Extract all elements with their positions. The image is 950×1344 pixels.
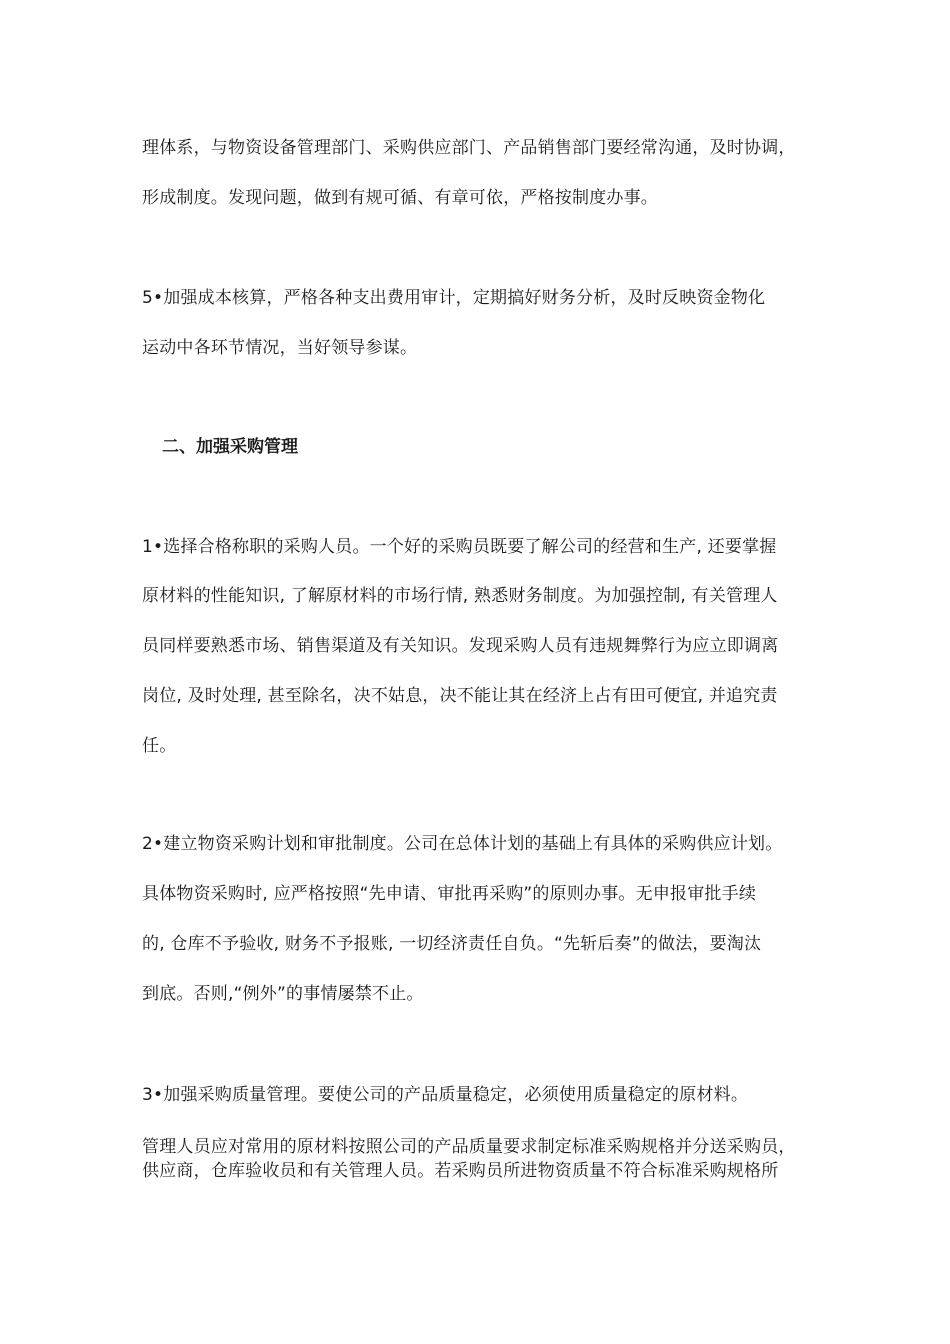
list-item-1-line: 岗位, 及时处理, 甚至除名，决不姑息，决不能让其在经济上占有田可便宜, 并追究责 (142, 686, 778, 706)
list-item-1-line: 员同样要熟悉市场、销售渠道及有关知识。发现采购人员有违规舞弊行为应立即调离 (142, 636, 779, 656)
list-item-3-line: 供应商，仓库验收员和有关管理人员。若采购员所进物资质量不符合标准采购规格所 (142, 1161, 779, 1181)
section-heading: 二、加强采购管理 (162, 437, 298, 457)
list-item-1-line: 原材料的性能知识, 了解原材料的市场行情, 熟悉财务制度。为加强控制, 有关管理人 (142, 586, 778, 606)
list-item-2-line: 的, 仓库不予验收, 财务不予报账, 一切经济责任自负。“先斩后奏”的做法，要淘汰 (142, 934, 762, 954)
list-item-5-line: 5•加强成本核算，严格各种支出费用审计，定期搞好财务分析，及时反映资金物化 (142, 288, 766, 308)
list-item-5-line: 运动中各环节情况，当好领导参谋。 (142, 338, 418, 358)
list-item-3-line: 管理人员应对常用的原材料按照公司的产品质量要求制定标准采购规格并分送采购员， (142, 1137, 796, 1157)
list-item-1-line: 1•选择合格称职的采购人员。一个好的采购员既要了解公司的经营和生产, 还要掌握 (142, 537, 777, 557)
list-item-1-line: 任。 (142, 736, 177, 756)
list-item-3-line: 3•加强采购质量管理。要使公司的产品质量稳定，必须使用质量稳定的原材料。 (142, 1085, 749, 1105)
list-item-2-line: 2•建立物资采购计划和审批制度。公司在总体计划的基础上有具体的采购供应计划。 (142, 834, 783, 854)
list-item-2-line: 到底。否则,“例外”的事情屡禁不止。 (142, 984, 424, 1004)
paragraph-line: 理体系，与物资设备管理部门、采购供应部门、产品销售部门要经常沟通，及时协调， (142, 138, 796, 158)
paragraph-line: 形成制度。发现问题，做到有规可循、有章可依，严格按制度办事。 (142, 188, 658, 208)
list-item-2-line: 具体物资采购时, 应严格按照“先申请、审批再采购”的原则办事。无申报审批手续 (142, 884, 757, 904)
